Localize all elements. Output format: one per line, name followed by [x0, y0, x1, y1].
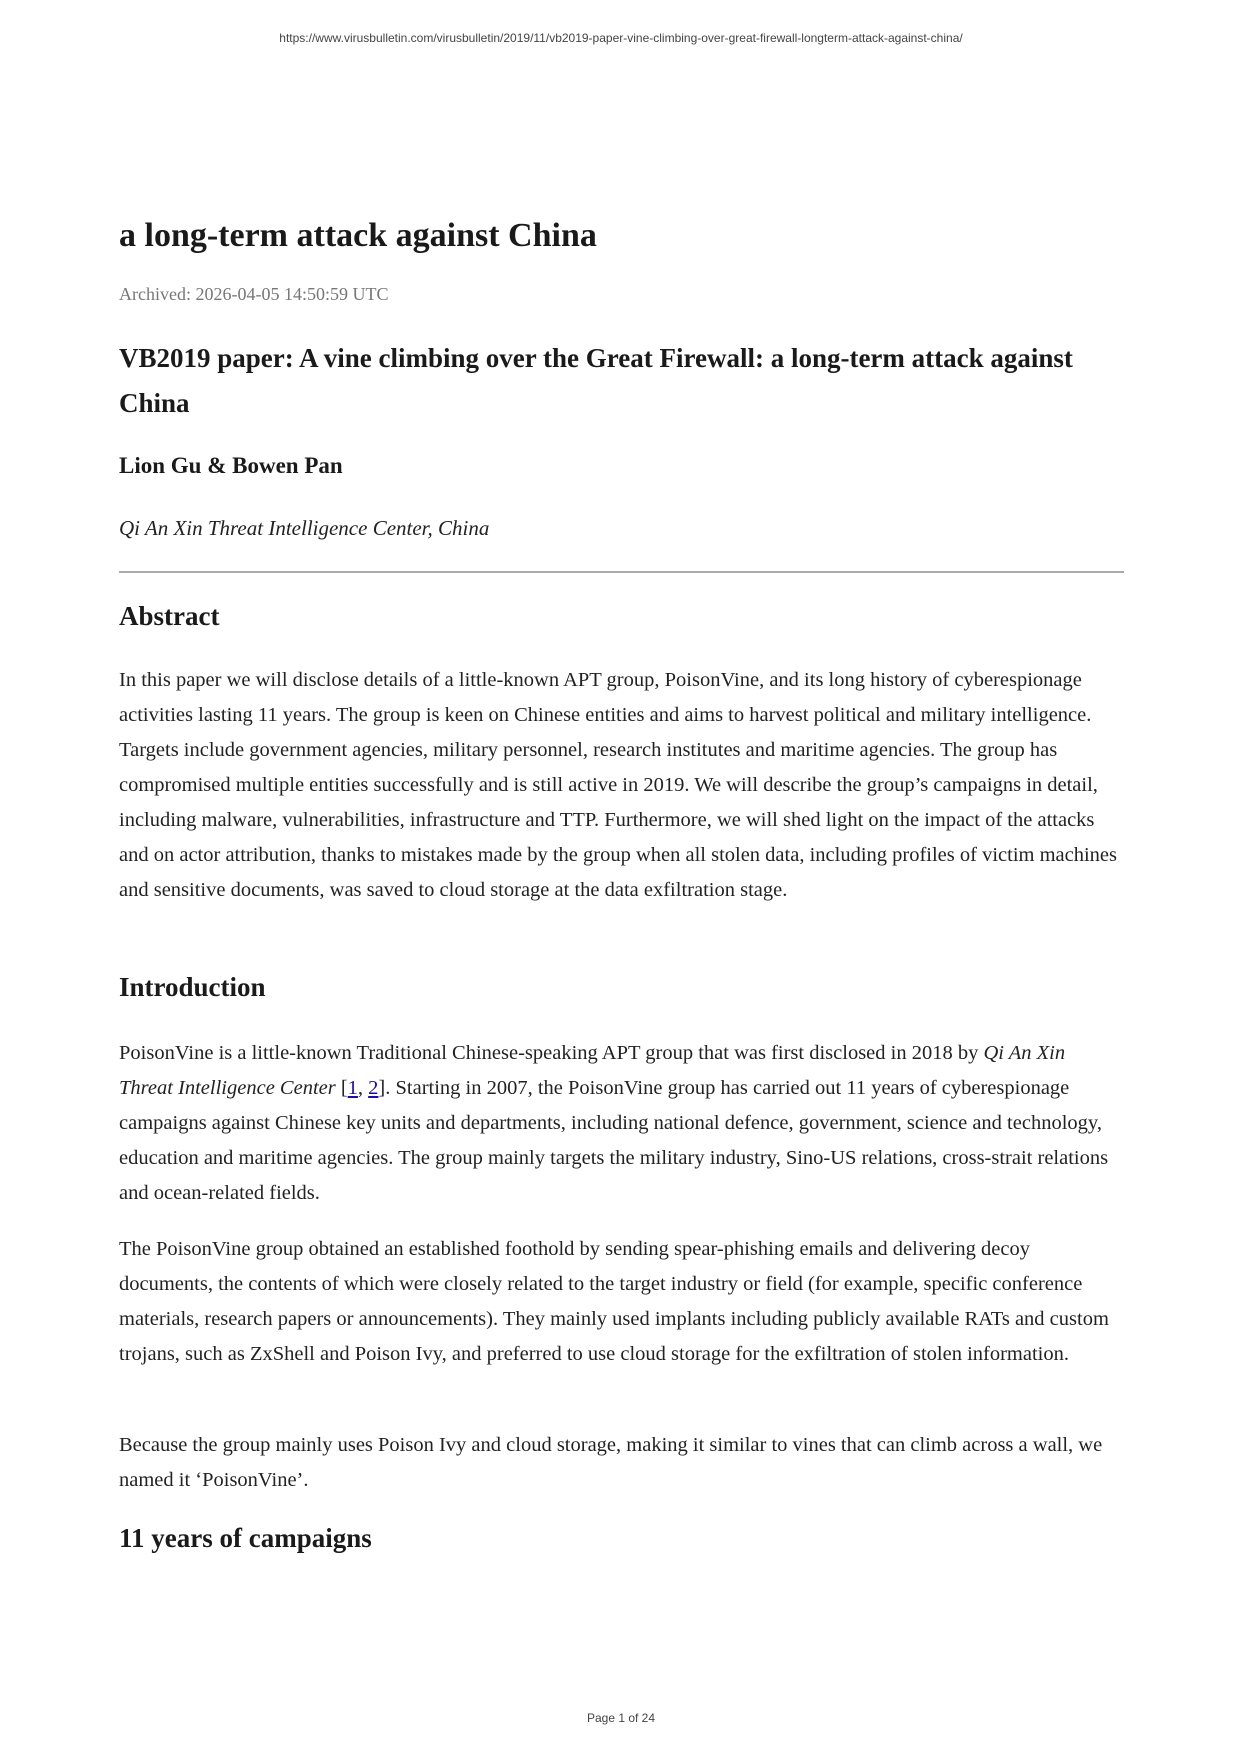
introduction-paragraph-2: The PoisonVine group obtained an established foothold by sending spear-phishing emails and delivering decoy documents, the contents of which were closely related to the target industry or field (for example, specific conference materials, research papers or announcements). They mainly used implants including publicly available RATs and custom trojans, such as ZxShell and Poison Ivy, and preferred to use cloud storage for the exfiltration of stolen information.: [119, 1238, 1109, 1365]
source-url: https://www.virusbulletin.com/virusbulletin/2019/11/vb2019-paper-vine-climbing-over-great-firewall-longterm-attack-against-china/: [279, 31, 963, 45]
introduction-heading: Introduction: [119, 972, 266, 1002]
paper-title: VB2019 paper: A vine climbing over the Great Firewall: a long-term attack against China: [119, 343, 1073, 418]
abstract-paragraph: In this paper we will disclose details of a little-known APT group, PoisonVine, and its long history of cyberespionage activities lasting 11 years. The group is keen on Chinese entities and aims to harvest political and military intelligence. Targets include government agencies, military personnel, research institutes and maritime agencies. The group has compromised multiple entities successfully and is still active in 2019. We will describe the group’s campaigns in detail, including malware, vulnerabilities, infrastructure and TTP. Furthermore, we will shed light on the impact of the attacks and on actor attribution, thanks to mistakes made by the group when all stolen data, including profiles of victim machines and sensitive documents, was saved to cloud storage at the data exfiltration stage.: [119, 669, 1118, 901]
page-title: a long-term attack against China: [119, 217, 597, 254]
page-number: Page 1 of 24: [586, 1711, 656, 1725]
abstract-heading: Abstract: [119, 601, 220, 631]
introduction-paragraph-1: [119, 1036, 1124, 1211]
introduction-paragraph-3: Because the group mainly uses Poison Ivy and cloud storage, making it similar to vines that can climb across a wall, we named it ‘PoisonVine’.: [119, 1434, 1103, 1491]
campaigns-heading: 11 years of campaigns: [119, 1523, 372, 1553]
reference-link-2[interactable]: 2: [368, 1077, 379, 1099]
paper-authors: Lion Gu & Bowen Pan: [119, 453, 343, 478]
intro-p1-org-name: Qi An Xin Threat Intelligence Center: [119, 1042, 1066, 1099]
archived-timestamp: Archived: 2026-04-05 14:50:59 UTC: [119, 284, 389, 304]
paper-affiliation: Qi An Xin Threat Intelligence Center, China: [119, 516, 490, 540]
divider: [119, 571, 1124, 573]
reference-link-1[interactable]: 1: [347, 1077, 358, 1099]
intro-p1-text-end: ]. Starting in 2007, the PoisonVine group has carried out 11 years of cyberespionage campaigns against Chinese key units and departments, including national defence, government, science and technology, education and maritime agencies. The group mainly targets the military industry, Sino-US relations, cross-strait relations and ocean-related fields.: [119, 1077, 1109, 1204]
intro-p1-ref-separator: ,: [357, 1077, 369, 1099]
intro-p1-text-start: PoisonVine is a little-known Traditional Chinese-speaking APT group that was first disclosed in 2018 by: [119, 1042, 984, 1064]
intro-p1-bracket-open: [: [335, 1077, 348, 1099]
